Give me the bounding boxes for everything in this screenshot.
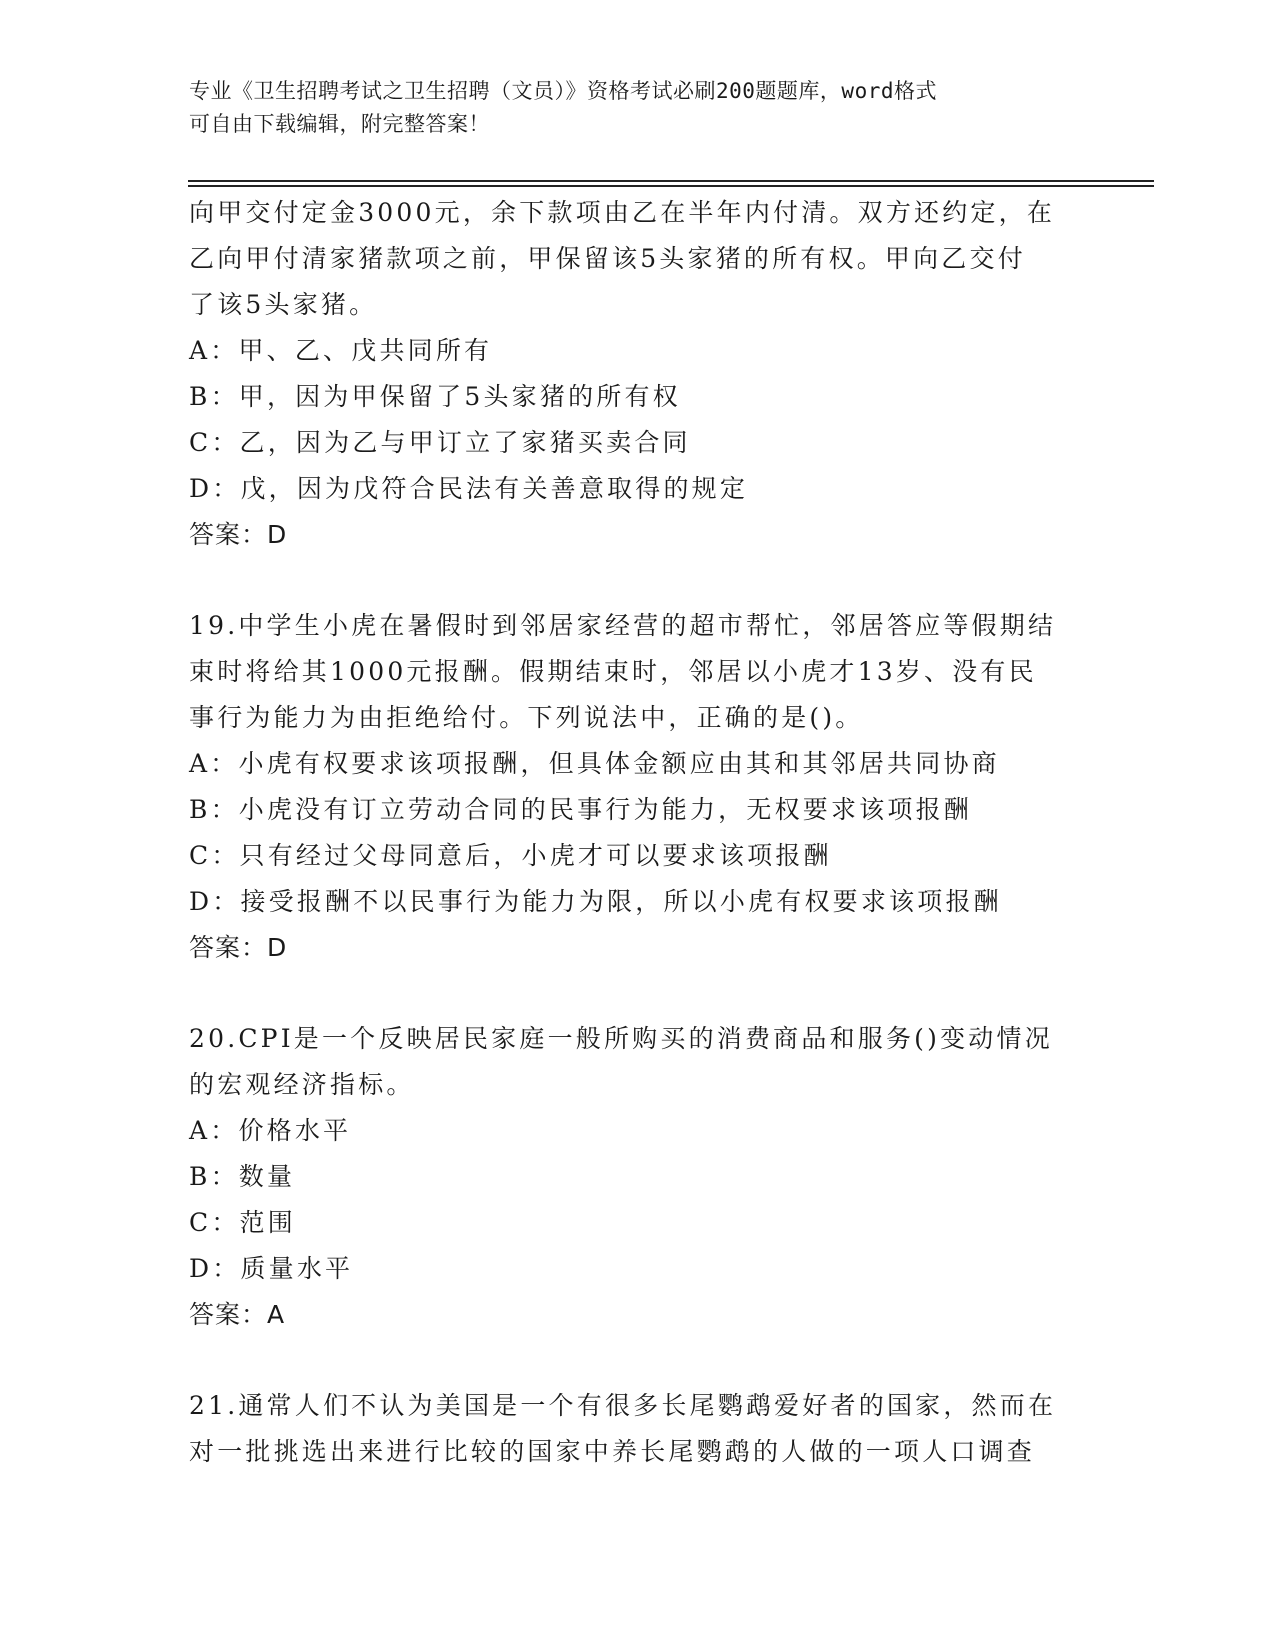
header-line-1: 专业《卫生招聘考试之卫生招聘（文员）》资格考试必刷200题题库，word格式 — [189, 79, 937, 103]
option-c: C：乙，因为乙与甲订立了家猪买卖合同 — [189, 428, 691, 457]
question-stem-line: 事行为能力为由拒绝给付。下列说法中，正确的是()。 — [189, 703, 864, 732]
question-stem-line: 20.CPI是一个反映居民家庭一般所购买的消费商品和服务()变动情况 — [189, 1024, 1053, 1053]
option-c: C：只有经过父母同意后，小虎才可以要求该项报酬 — [189, 841, 832, 870]
option-d: D：接受报酬不以民事行为能力为限，所以小虎有权要求该项报酬 — [189, 887, 1002, 916]
header-line-2: 可自由下载编辑，附完整答案！ — [189, 112, 490, 136]
question-item — [189, 603, 1089, 971]
question-list — [189, 190, 1089, 1475]
question-item — [189, 190, 1089, 558]
document-header — [189, 75, 1069, 141]
question-stem-line: 21.通常人们不认为美国是一个有很多长尾鹦鹉爱好者的国家，然而在 — [189, 1391, 1057, 1420]
header-divider-top — [188, 180, 1154, 182]
question-stem-line: 束时将给其1000元报酬。假期结束时，邻居以小虎才13岁、没有民 — [189, 657, 1037, 686]
spacer — [189, 971, 1089, 1016]
option-a: A：价格水平 — [189, 1116, 352, 1145]
spacer — [189, 558, 1089, 603]
option-a: A：小虎有权要求该项报酬，但具体金额应由其和其邻居共同协商 — [189, 749, 1000, 778]
option-d: D：质量水平 — [189, 1254, 354, 1283]
question-item — [189, 1016, 1089, 1338]
option-c: C：范围 — [189, 1208, 296, 1237]
question-stem-line: 向甲交付定金3000元，余下款项由乙在半年内付清。双方还约定，在 — [189, 198, 1056, 227]
option-b: B：数量 — [189, 1162, 296, 1191]
option-d: D：戊，因为戊符合民法有关善意取得的规定 — [189, 474, 749, 503]
question-item — [189, 1383, 1089, 1475]
option-b: B：甲，因为甲保留了5头家猪的所有权 — [189, 382, 681, 411]
question-stem-line: 乙向甲付清家猪款项之前，甲保留该5头家猪的所有权。甲向乙交付 — [189, 244, 1026, 273]
option-a: A：甲、乙、戊共同所有 — [189, 336, 493, 365]
header-divider-bottom — [188, 185, 1154, 187]
option-b: B：小虎没有订立劳动合同的民事行为能力，无权要求该项报酬 — [189, 795, 972, 824]
question-stem-line: 的宏观经济指标。 — [189, 1070, 415, 1099]
answer-label: 答案：D — [189, 520, 288, 549]
question-stem-line: 19.中学生小虎在暑假时到邻居家经营的超市帮忙，邻居答应等假期结 — [189, 611, 1057, 640]
answer-label: 答案：D — [189, 933, 288, 962]
spacer — [189, 1338, 1089, 1383]
answer-label: 答案：A — [189, 1300, 286, 1329]
question-stem-line: 对一批挑选出来进行比较的国家中养长尾鹦鹉的人做的一项人口调查 — [189, 1437, 1036, 1466]
question-stem-line: 了该5头家猪。 — [189, 290, 378, 319]
